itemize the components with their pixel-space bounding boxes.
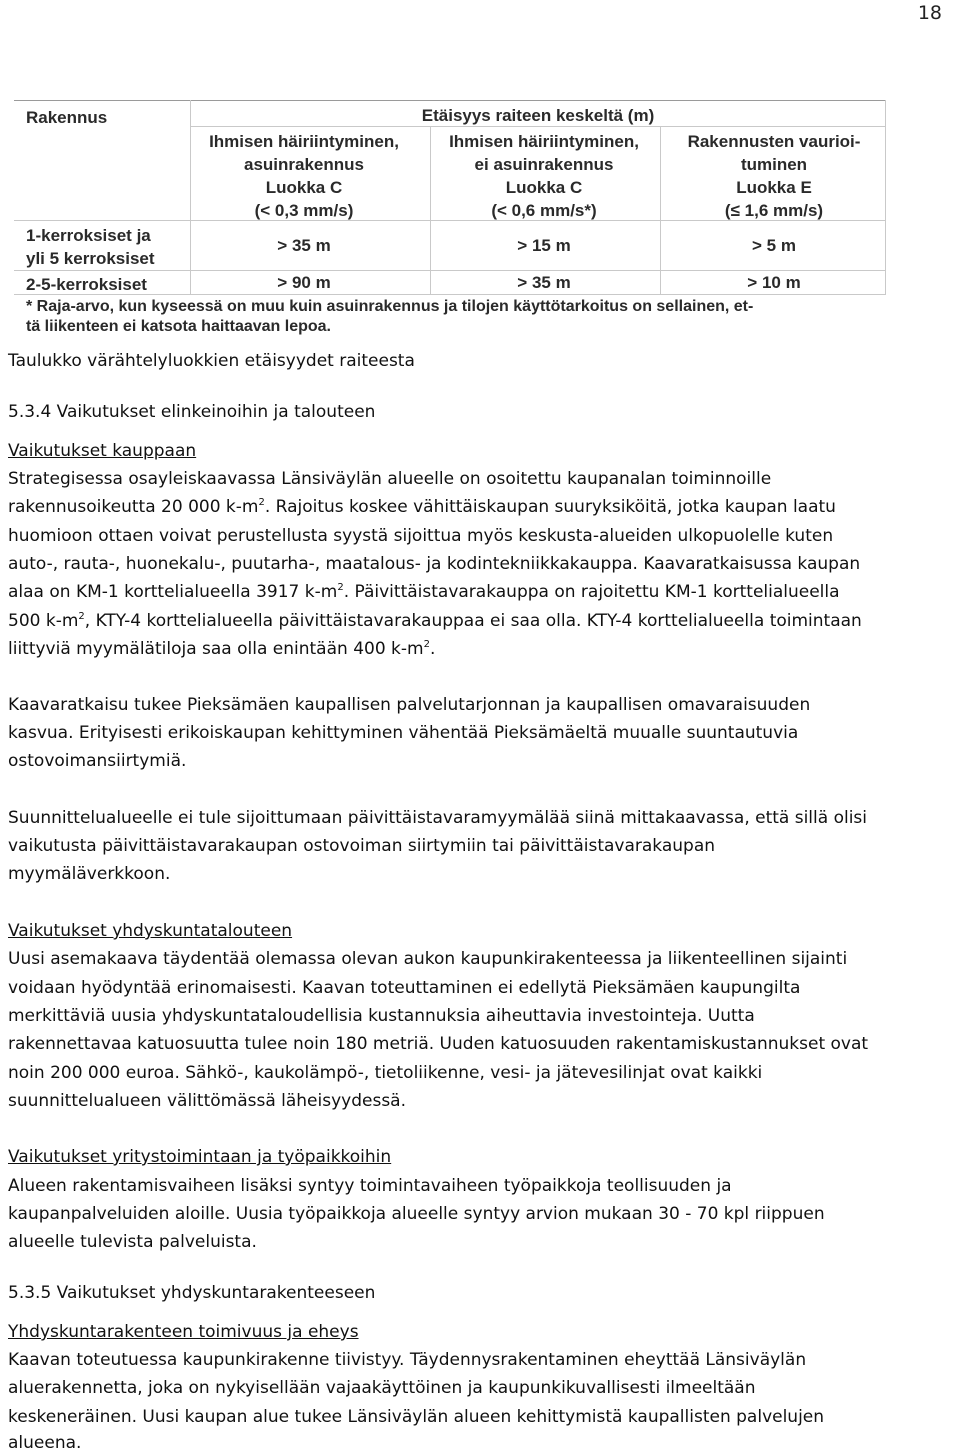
column-header: Ihmisen häiriintyminen, asuinrakennus Luokka C (< 0,3 mm/s) bbox=[209, 132, 399, 220]
paragraph-line: noin 200 000 euroa. Sähkö-, kaukolämpö-, tietoliikenne, vesi- ja jätevesilinjat ovat kaikki bbox=[8, 1063, 763, 1083]
subheading: Vaikutukset yhdyskuntatalouteen bbox=[8, 921, 293, 941]
table-cell: > 5 m bbox=[752, 236, 796, 255]
paragraph-line: Kaavan toteutuessa kaupunkirakenne tiivistyy. Täydennysrakentaminen eheyttää Länsiväylän bbox=[8, 1350, 807, 1370]
subheading: Vaikutukset yritystoimintaan ja työpaikkoihin bbox=[8, 1147, 392, 1167]
paragraph-line: Uusi asemakaava täydentää olemassa olevan aukon kaupunkirakenteessa ja liikenteellinen sijainti bbox=[8, 949, 848, 969]
subheading: Yhdyskuntarakenteen toimivuus ja eheys bbox=[8, 1322, 359, 1342]
paragraph-line: Alueen rakentamisvaiheen lisäksi syntyy toimintavaiheen työpaikkoja teollisuuden ja bbox=[8, 1176, 732, 1196]
paragraph-line: voidaan hyödyntää erinomaisesti. Kaavan toteuttaminen ei edellytä Pieksämäen kaupungilta bbox=[8, 978, 801, 998]
table-cell: > 15 m bbox=[517, 236, 571, 255]
paragraph-line: Kaavaratkaisu tukee Pieksämäen kaupallisen palvelutarjonnan ja kaupallisen omavaraisuuden bbox=[8, 695, 811, 715]
vibration-distance-table bbox=[14, 100, 886, 340]
paragraph-line: ostovoimansiirtymiä. bbox=[8, 751, 187, 771]
paragraph-line: alueelle tulevista palveluista. bbox=[8, 1232, 257, 1252]
paragraph-line: kasvua. Erityisesti erikoiskaupan kehittyminen vähentää Pieksämäeltä muualle suuntautuvia bbox=[8, 723, 799, 743]
paragraph-line: liittyviä myymälätiloja saa olla enintään 400 $k-m^2$. bbox=[8, 639, 436, 659]
row-label: 2-5-kerroksiset bbox=[26, 275, 147, 294]
table-cell: > 35 m bbox=[277, 236, 331, 255]
subheading: Vaikutukset kauppaan bbox=[8, 441, 197, 461]
paragraph-line: 500 $k-m^2$, KTY-4 korttelialueella päivittäistavarakauppaa ei saa olla. KTY-4 korttelialueella toimintaan bbox=[8, 611, 862, 631]
paragraph-line: auto-, rauta-, huonekalu-, puutarha-, maatalous- ja kodintekniikkakauppa. Kaavaratkaisussa kaupan bbox=[8, 554, 861, 574]
table-col-head: Rakennus bbox=[26, 108, 108, 127]
table-cell: > 90 m bbox=[277, 273, 331, 292]
table-caption: Taulukko värähtelyluokkien etäisyydet raiteesta bbox=[8, 351, 415, 371]
table-cell: > 10 m bbox=[747, 273, 801, 292]
paragraph-line: suunnittelualueen välittömässä läheisyydessä. bbox=[8, 1091, 407, 1111]
paragraph-line: myymäläverkkoon. bbox=[8, 864, 171, 884]
paragraph-line: rakennusoikeutta 20 000 $k-m^2$. Rajoitus koskee vähittäiskaupan suuryksiköitä, jotka kaupan laatu bbox=[8, 497, 836, 517]
table-group-head: Etäisyys raiteen keskeltä (m) bbox=[421, 106, 655, 125]
column-header: Ihmisen häiriintyminen, ei asuinrakennus Luokka C (< 0,6 mm/s*) bbox=[449, 132, 639, 220]
paragraph-line: merkittäviä uusia yhdyskuntataloudellisia kustannuksia aiheuttavia investointeja. Uutta bbox=[8, 1006, 755, 1026]
paragraph-line: alueena. bbox=[8, 1433, 82, 1453]
page-number: 18 bbox=[917, 2, 942, 24]
paragraph-line: aluerakennetta, joka on nykyisellään vajaakäyttöinen ja kaupunkikuvallisesti ilmeeltään bbox=[8, 1378, 756, 1398]
section-heading: 5.3.5 Vaikutukset yhdyskuntarakenteeseen bbox=[8, 1283, 376, 1303]
paragraph-line: rakennettavaa katuosuutta tulee noin 180 metriä. Uuden katuosuuden rakentamiskustannukset ovat bbox=[8, 1034, 869, 1054]
column-header: Rakennusten vaurioi- tuminen Luokka E (≤ 1,6 mm/s) bbox=[687, 132, 861, 220]
paragraph-line: alaa on KM-1 korttelialueella 3917 $k-m^2$. Päivittäistavarakauppa on rajoitettu KM-1 korttelialueella bbox=[8, 582, 840, 602]
table-cell: > 35 m bbox=[517, 273, 571, 292]
paragraph-line: Strategisessa osayleiskaavassa Länsiväylän alueelle on osoitettu kaupanalan toiminnoille bbox=[8, 469, 772, 489]
paragraph-line: Suunnittelualueelle ei tule sijoittumaan päivittäistavaramyymälää siinä mittakaavassa, että sillä olisi bbox=[8, 808, 868, 828]
paragraph-line: kaupanpalveluiden aloille. Uusia työpaikkoja alueelle syntyy arvion mukaan 30 - 70 kpl riippuen bbox=[8, 1204, 825, 1224]
row-label: 1-kerroksiset ja yli 5 kerroksiset bbox=[26, 226, 155, 268]
section-heading: 5.3.4 Vaikutukset elinkeinoihin ja talouteen bbox=[8, 402, 376, 422]
table-note: * Raja-arvo, kun kyseessä on muu kuin asuinrakennus ja tilojen käyttötarkoitus on sellainen, et- tä liikenteen ei katsota haittaavan lepoa. bbox=[26, 298, 754, 335]
paragraph-line: huomioon ottaen voivat perustellusta syystä sijoittua myös keskusta-alueiden ulkopuolelle kuten bbox=[8, 526, 834, 546]
paragraph-line: keskeneräinen. Uusi kaupan alue tukee Länsiväylän alueen kehittymistä kaupallisten palvelujen bbox=[8, 1407, 825, 1427]
paragraph-line: vaikutusta päivittäistavarakaupan ostovoiman siirtymiin tai päivittäistavarakaupan bbox=[8, 836, 716, 856]
